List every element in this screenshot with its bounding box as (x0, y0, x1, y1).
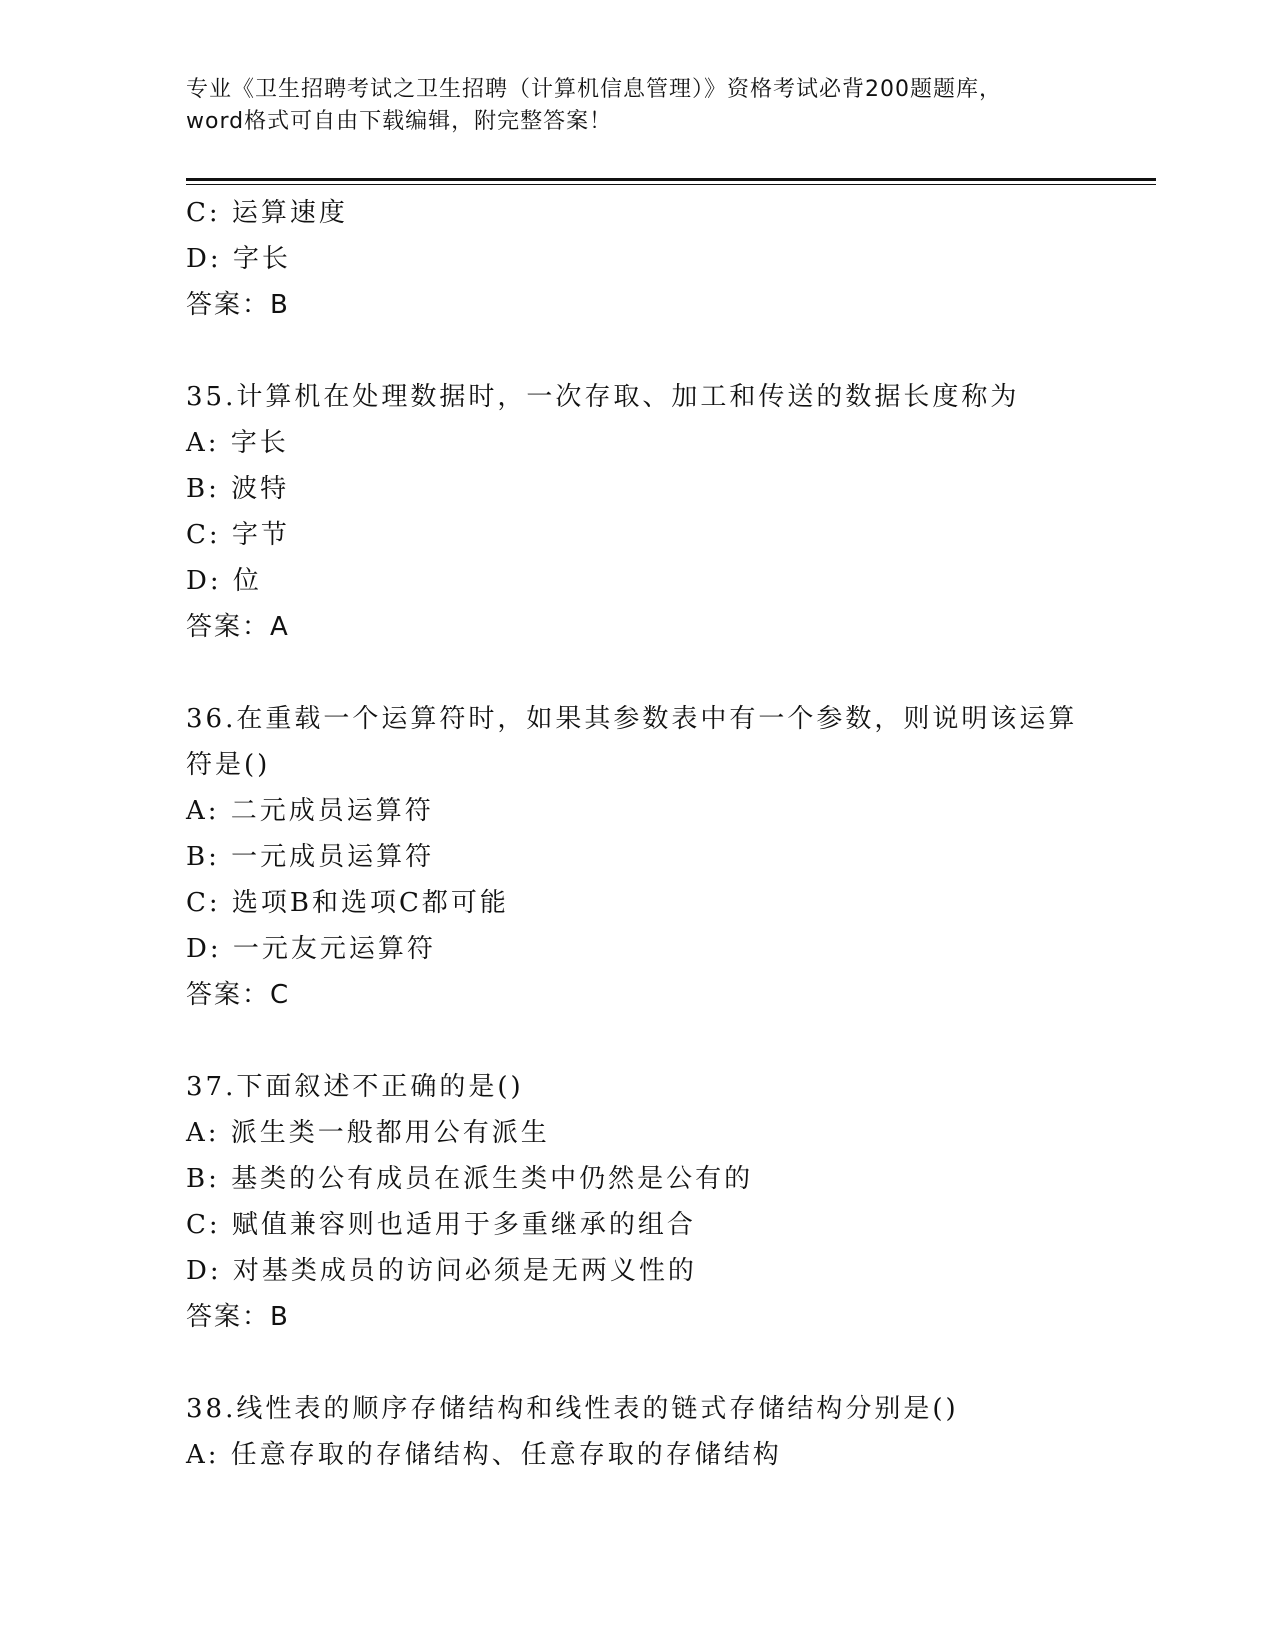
spacer (186, 328, 1086, 374)
question-37 (186, 1064, 1086, 1340)
question-stem: 37.下面叙述不正确的是() (186, 1072, 524, 1102)
option-d: D: 位 (186, 566, 262, 596)
option-b: B: 波特 (186, 474, 290, 504)
question-list (186, 190, 1086, 1478)
question-35 (186, 374, 1086, 650)
spacer (186, 650, 1086, 696)
question-stem-line-2: 符是() (186, 750, 271, 780)
answer-line: 答案：C (186, 980, 291, 1010)
header-divider-thin (186, 184, 1156, 185)
question-38 (186, 1386, 1086, 1478)
question-stem: 38.线性表的顺序存储结构和线性表的链式存储结构分别是() (186, 1394, 959, 1424)
option-d: D: 一元友元运算符 (186, 934, 436, 964)
header-divider-thick (186, 178, 1156, 181)
answer-line: 答案：A (186, 612, 290, 642)
option-a: A: 二元成员运算符 (186, 796, 434, 826)
question-stem-line-1: 36.在重载一个运算符时，如果其参数表中有一个参数，则说明该运算 (186, 704, 1078, 734)
spacer (186, 1018, 1086, 1064)
option-a: A: 任意存取的存储结构、任意存取的存储结构 (186, 1440, 782, 1470)
option-a: A: 字长 (186, 428, 289, 458)
option-b: B: 基类的公有成员在派生类中仍然是公有的 (186, 1164, 754, 1194)
option-b: B: 一元成员运算符 (186, 842, 435, 872)
option-d: D: 对基类成员的访问必须是无两义性的 (186, 1256, 697, 1286)
option-c: C: 赋值兼容则也适用于多重继承的组合 (186, 1210, 696, 1240)
question-stem: 35.计算机在处理数据时，一次存取、加工和传送的数据长度称为 (186, 382, 1020, 412)
answer-line: 答案：B (186, 1302, 290, 1332)
option-d: D: 字长 (186, 244, 291, 274)
spacer (186, 1340, 1086, 1386)
option-a: A: 派生类一般都用公有派生 (186, 1118, 550, 1148)
option-c: C: 选项B和选项C都可能 (186, 888, 509, 918)
question-36 (186, 696, 1086, 1018)
option-c: C: 运算速度 (186, 198, 348, 228)
document-header (186, 74, 1086, 138)
header-title-line-1: 专业《卫生招聘考试之卫生招聘（计算机信息管理）》资格考试必背200题题库， (186, 77, 1002, 102)
carryover-question (186, 190, 1086, 328)
header-title-line-2: word格式可自由下载编辑，附完整答案！ (186, 109, 613, 134)
answer-line: 答案：B (186, 290, 290, 320)
option-c: C: 字节 (186, 520, 290, 550)
